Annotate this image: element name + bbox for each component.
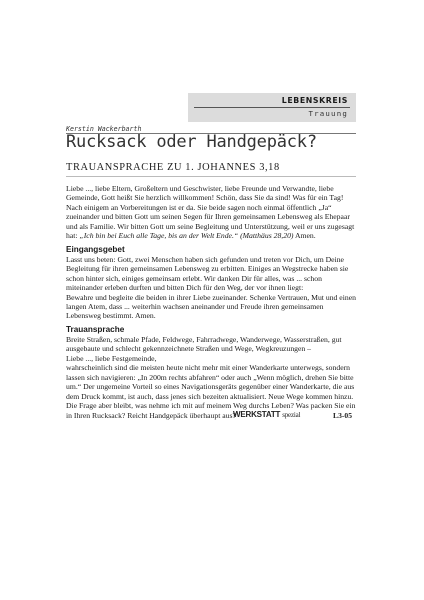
sermon-paragraph: wahrscheinlich sind die meisten heute nicht mehr mit einer Wanderkarte unterwegs, sondern lassen sich navigieren: „In 200m rechts abfahren“ oder auch „Wenn möglich, drehen Sie bitte um.“ Der ungemeine Vorteil so eines Navigationsgeräts gegenüber einer Wanderkarte, die aus dem Druck kommt, ist auch, dass jenes sich bezeiten aktualisiert. Neue Wege kommen hinzu. Die Frage aber bleibt, was nehme ich mit auf meinem Weg durchs Leben? Was packen Sie ein in Ihren Rucksack? Reicht Handgepäck überhaupt aus? [66,363,356,420]
brand-name: WERKSTATT [233,410,281,419]
category-title: LEBENSKREIS [281,96,348,105]
article-title: Rucksack oder Handgepäck? [66,132,317,152]
category-subtitle: Trauung [308,109,348,118]
category-tag [188,93,356,122]
section-heading-eingangsgebet: Eingangsgebet [66,244,125,254]
publication-brand [233,410,300,419]
title-bottom-rule [66,176,356,177]
prayer-paragraph: Bewahre und begleite die beiden in ihrer Liebe zueinander. Schenke Vertrauen, Mut und einen langen Atem, dass ... weiterhin wachsen aneinander und Freude ihren gemeinsamen Lebensweg bestimmt. Amen. [66,292,356,321]
prayer-paragraph: Lasst uns beten: Gott, zwei Menschen haben sich gefunden und treten vor Dich, um Deine Begleitung für ihren gemeinsamen Lebensweg zu erbitten. Einiges an Wegstrecke haben sie schon hinter sich, einiges gemeinsam erlebt. Wir danken Dir für alles, was ... schon miteinander erleben durften und bitten Dich für den Weg, der vor ihnen liegt: [66,254,349,293]
article-subtitle: TRAUANSPRACHE ZU 1. JOHANNES 3,18 [66,162,280,173]
sermon-paragraph: Breite Straßen, schmale Pfade, Feldwege, Fahrradwege, Wanderwege, Wasserstraßen, gut ausgebaute und schlecht gekennzeichnete Straßen und Wege, Wegkreuzungen – [66,334,342,354]
intro-amen: Amen. [293,231,316,241]
section-heading-trauansprache: Trauansprache [66,324,125,334]
intro-quote: „Ich bin bei Euch alle Tage, bis an der Welt Ende.“ [79,231,239,241]
author-name: Kerstin Wackerbarth [66,125,142,133]
article-body [66,184,356,420]
intro-paragraph [66,184,356,241]
intro-reference: (Matthäus 28,20) [238,231,294,241]
intro-text: Liebe ..., liebe Eltern, Großeltern und Geschwister, liebe Freunde und Verwandte, liebe Gemeinde, Gott heißt Sie herzlich willkommen! Schön, dass Sie da sind! Was für ein Tag! Nach einigem an Vorbereitungen ist er da. Sie beide sagen noch einmal öffentlich „Ja“ zueinander und bitten Gott um seinen Segen für Ihren gemeinsamen Lebensweg als Ehepaar und als Familie. Wir bitten Gott um seine Begleitung und Unterstützung, weil er uns zugesagt hat: [66,184,355,241]
page-number: L3-05 [333,411,352,420]
category-divider [194,107,350,108]
sermon-paragraph: Liebe ..., liebe Festgemeinde, [66,353,157,363]
brand-suffix: spezial [282,411,301,419]
